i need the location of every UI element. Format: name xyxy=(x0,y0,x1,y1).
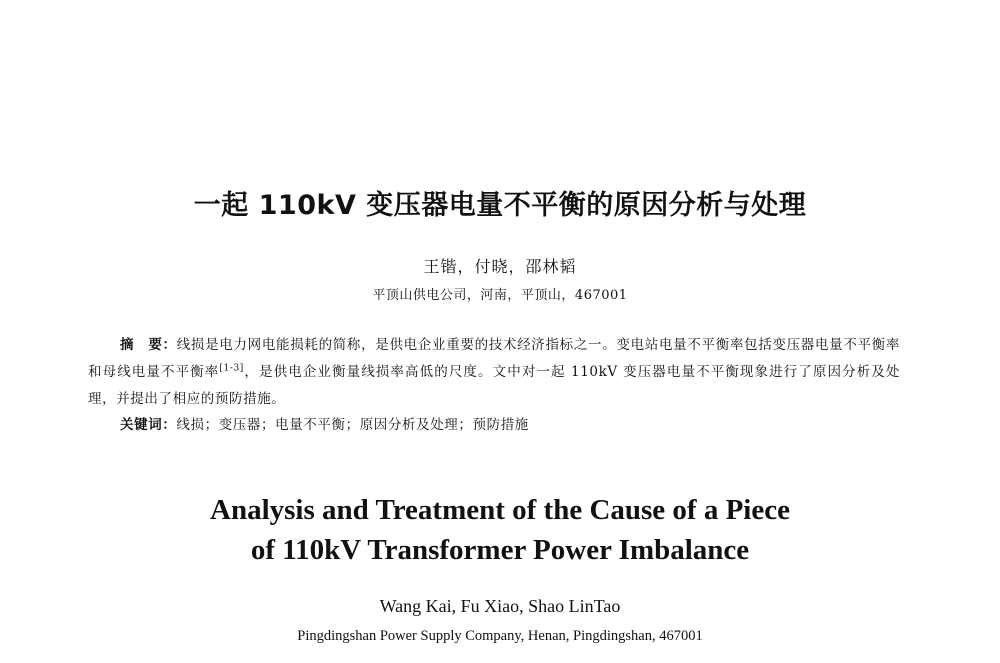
chinese-authors: 王锴，付晓，邵林韬 xyxy=(423,257,577,276)
english-affiliation: Pingdingshan Power Supply Company, Henan, Pingdingshan, 467001 xyxy=(297,628,703,644)
chinese-abstract xyxy=(88,332,900,413)
chinese-title: 一起 110kV 变压器电量不平衡的原因分析与处理 xyxy=(193,190,807,221)
english-title xyxy=(0,490,1000,570)
abstract-paragraph xyxy=(88,332,900,413)
keywords-text: 线损；变压器；电量不平衡；原因分析及处理；预防措施 xyxy=(176,417,529,433)
english-authors: Wang Kai, Fu Xiao, Shao LinTao xyxy=(379,596,621,616)
abstract-text-part1: 线损是电力网电能损耗的简称，是供电企业重要的技术经济指标之一。变电站电量不平衡率包括变压器电量不平衡率和母线电量不平衡率 xyxy=(88,337,900,380)
chinese-keywords xyxy=(120,413,900,433)
keywords-label: 关键词： xyxy=(120,417,177,433)
abstract-text-part2: ，是供电企业衡量线损率高低的尺度。文中对一起 110kV 变压器电量不平衡现象进行了原因分析及处理，并提出了相应的预防措施。 xyxy=(88,364,900,407)
chinese-affiliation: 平顶山供电公司，河南，平顶山，467001 xyxy=(372,288,628,303)
abstract-citation: [1-3] xyxy=(219,363,244,374)
english-title-line1: Analysis and Treatment of the Cause of a Piece xyxy=(210,494,790,526)
abstract-label: 摘 要： xyxy=(120,337,177,353)
english-title-line2: of 110kV Transformer Power Imbalance xyxy=(250,534,750,566)
